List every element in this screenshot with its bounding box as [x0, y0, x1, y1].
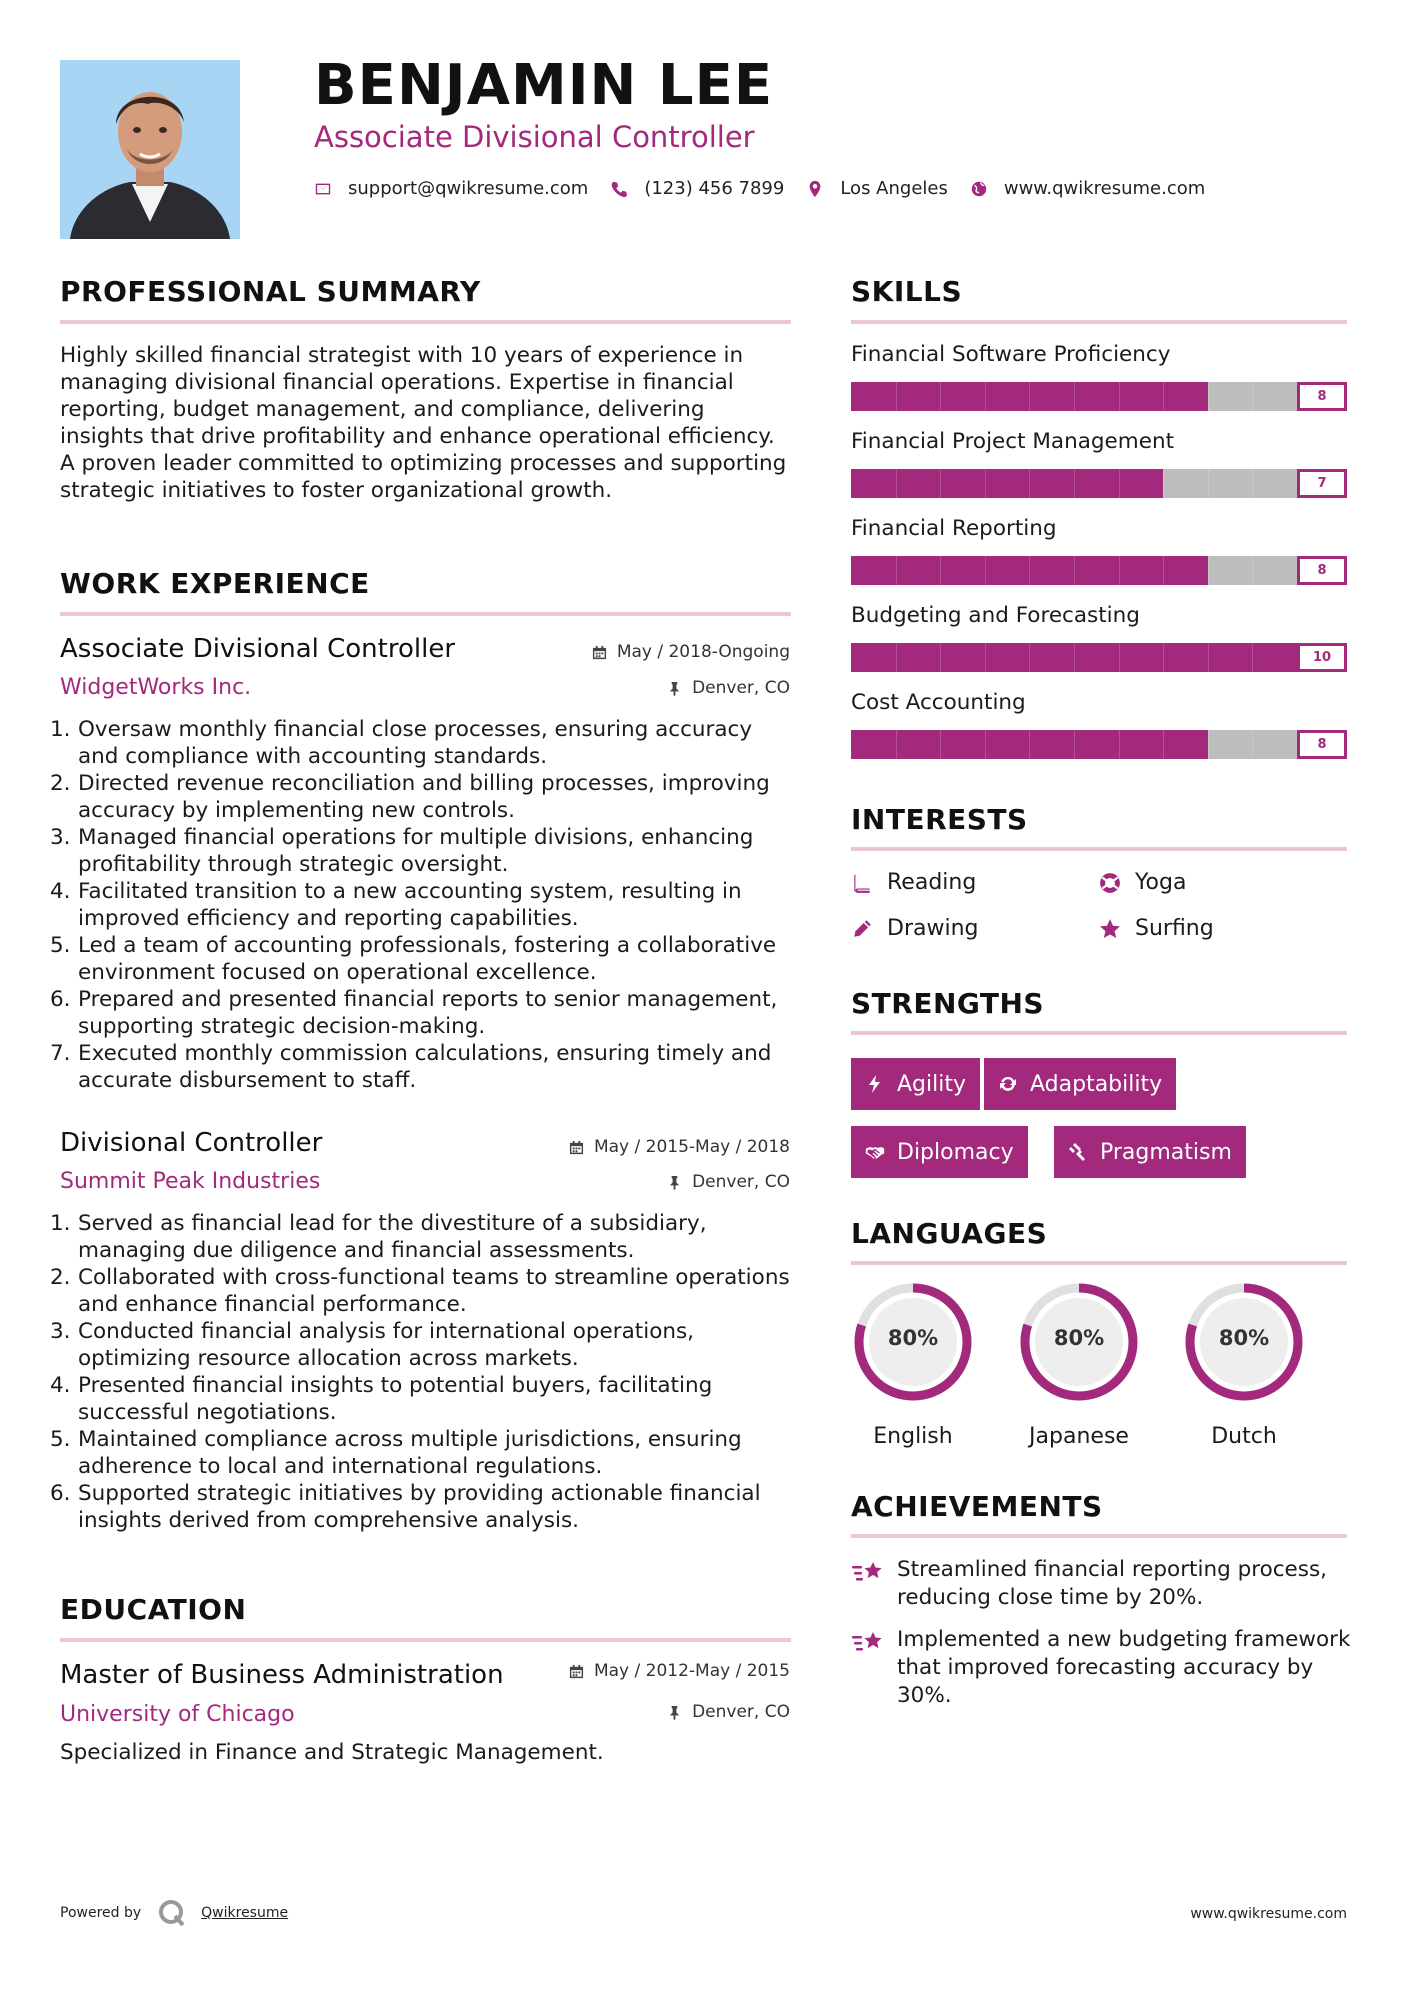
degree-title: Master of Business Administration [60, 1660, 504, 1690]
skill-label: Budgeting and Forecasting [851, 603, 1140, 628]
skill-bar-segment [1119, 730, 1120, 759]
skill-bar-segment [1252, 382, 1253, 411]
language-percent: 80% [1218, 1326, 1270, 1350]
skill-label: Financial Project Management [851, 429, 1175, 454]
skill-bar-segment [940, 382, 941, 411]
job-dates [592, 644, 790, 661]
job-title: Divisional Controller [60, 1128, 323, 1158]
list-item: 2. Collaborated with cross-functional teams to streamline operations and enhance financial performance. [50, 1265, 790, 1317]
education-dates [569, 1663, 790, 1680]
phone-text: (123) 456 7899 [644, 178, 785, 199]
skill-label: Financial Reporting [851, 516, 1057, 541]
job-achievements-list [50, 1210, 795, 1534]
skills-divider [851, 320, 1347, 324]
skill-bar-segment [985, 382, 986, 411]
shooting-star-icon [851, 1558, 885, 1586]
contact-email[interactable] [314, 178, 588, 199]
calendar-icon [592, 645, 607, 660]
skill-bar-segment [1252, 730, 1253, 759]
pushpin-icon [667, 1175, 682, 1190]
pushpin-icon [667, 681, 682, 696]
interest-reading: Reading [851, 870, 976, 895]
star-icon [1099, 918, 1121, 940]
skill-bar-segment [1163, 730, 1164, 759]
skill-bar-segment [896, 643, 897, 672]
strengths-divider [851, 1031, 1347, 1035]
skill-bar-segment [1119, 556, 1120, 585]
skill-bar-segment [1119, 643, 1120, 672]
experience-divider [60, 612, 791, 616]
skill-level-badge: 7 [1297, 469, 1347, 498]
skill-bar-segment [1029, 469, 1030, 498]
language-name: Dutch [1211, 1424, 1277, 1449]
skill-bar-segment [1252, 556, 1253, 585]
skill-bar [851, 469, 1347, 498]
contact-website[interactable] [970, 178, 1205, 199]
skill-bar-segment [1163, 556, 1164, 585]
list-item: 1. Served as financial lead for the divestiture of a subsidiary, managing due diligence and financial assessments. [50, 1211, 707, 1263]
language-percent: 80% [887, 1326, 939, 1350]
calendar-icon [569, 1664, 584, 1679]
website-text: www.qwikresume.com [1003, 178, 1206, 199]
job-location [667, 680, 790, 697]
languages-heading: LANGUAGES [851, 1217, 1048, 1250]
skill-bar-segment [1208, 643, 1209, 672]
list-item: 6. Prepared and presented financial reports to senior management, supporting strategic decision-making. [50, 987, 778, 1039]
education-dates-text: May / 2012-May / 2015 [593, 1661, 790, 1681]
list-item: 5. Led a team of accounting professionals, fostering a collaborative environment focused on operational excellence. [50, 933, 777, 985]
skill-level-badge: 8 [1297, 730, 1347, 759]
gavel-icon [1068, 1142, 1088, 1162]
achievement-item: Implemented a new budgeting framework that improved forecasting accuracy by 30%. [851, 1626, 1361, 1710]
list-item: 1. Oversaw monthly financial close processes, ensuring accuracy and compliance with accounting standards. [50, 717, 753, 769]
education-heading: EDUCATION [60, 1593, 247, 1626]
summary-text: Highly skilled financial strategist with 10 years of experience in managing divisional financial operations. Expertise in financial reporting, budget management, and compliance, delivering insights that drive profitability and enhance operational efficiency. A proven leader committed to optimizing processes and supporting strategic initiatives to foster organizational growth. [60, 343, 787, 503]
interests-divider [851, 847, 1347, 851]
bolt-icon [865, 1074, 885, 1094]
contact-location [806, 178, 948, 199]
job-location [667, 1174, 790, 1191]
skill-bar-segment [1074, 730, 1075, 759]
map-pin-icon [806, 180, 824, 198]
strength-tag-agility: Agility [851, 1058, 980, 1110]
job-company: Summit Peak Industries [60, 1169, 321, 1194]
skill-bar [851, 556, 1347, 585]
skill-bar-segment [985, 469, 986, 498]
skill-bar-segment [896, 556, 897, 585]
skill-label: Financial Software Proficiency [851, 342, 1171, 367]
contact-bar [314, 178, 1227, 199]
phone-icon [610, 180, 628, 198]
skill-bar-segment [1119, 382, 1120, 411]
strengths-heading: STRENGTHS [851, 987, 1045, 1020]
skill-bar-segment [896, 382, 897, 411]
book-icon [851, 872, 873, 894]
language-item [1017, 1280, 1141, 1460]
skill-bar-segment [1029, 643, 1030, 672]
skill-label: Cost Accounting [851, 690, 1026, 715]
achievements-divider [851, 1534, 1347, 1538]
interests-heading: INTERESTS [851, 803, 1028, 836]
footer-powered-by [60, 1898, 288, 1928]
skill-bar-segment [1208, 469, 1209, 498]
skill-bar-segment [1252, 643, 1253, 672]
qwikresume-logo-icon [157, 1898, 187, 1928]
language-item [851, 1280, 975, 1460]
skill-bar-segment [1074, 469, 1075, 498]
calendar-icon [569, 1140, 584, 1155]
summary-divider [60, 320, 791, 324]
lifebuoy-icon [1099, 872, 1121, 894]
languages-divider [851, 1261, 1347, 1265]
interest-drawing: Drawing [851, 916, 978, 941]
achievement-item: Streamlined financial reporting process, reducing close time by 20%. [851, 1556, 1361, 1612]
skill-level-badge: 8 [1297, 556, 1347, 585]
list-item: 4. Facilitated transition to a new accounting system, resulting in improved efficiency and reporting capabilities. [50, 879, 742, 931]
job-location-text: Denver, CO [692, 678, 790, 698]
achievements-heading: ACHIEVEMENTS [851, 1490, 1103, 1523]
education-divider [60, 1638, 791, 1642]
list-item: 2. Directed revenue reconciliation and billing processes, improving accuracy by implementing new controls. [50, 771, 770, 823]
education-detail: Specialized in Finance and Strategic Management. [60, 1740, 604, 1765]
skill-bar-segment [1163, 643, 1164, 672]
skill-bar-segment [1074, 643, 1075, 672]
strength-tag-adaptability: Adaptability [984, 1058, 1176, 1110]
skill-bar-segment [985, 643, 986, 672]
skill-bar-fill [851, 469, 1163, 498]
footer-website[interactable]: www.qwikresume.com [1190, 1906, 1347, 1922]
globe-icon [970, 180, 988, 198]
skill-level-badge: 10 [1297, 643, 1347, 672]
skill-level-badge: 8 [1297, 382, 1347, 411]
list-item: 5. Maintained compliance across multiple jurisdictions, ensuring adherence to local and international regulations. [50, 1427, 742, 1479]
list-item: 6. Supported strategic initiatives by providing actionable financial insights derived from comprehensive analysis. [50, 1481, 761, 1533]
skill-bar-segment [940, 556, 941, 585]
skill-bar-segment [1208, 556, 1209, 585]
skill-bar-segment [985, 730, 986, 759]
skill-bar-segment [1074, 382, 1075, 411]
refresh-icon [998, 1074, 1018, 1094]
job-company: WidgetWorks Inc. [60, 675, 252, 700]
skill-bar-segment [1119, 469, 1120, 498]
skill-bar-segment [1029, 556, 1030, 585]
skill-bar-segment [1208, 382, 1209, 411]
skill-bar-segment [940, 469, 941, 498]
strength-tag-pragmatism: Pragmatism [1054, 1126, 1246, 1178]
language-name: English [873, 1424, 953, 1449]
skill-bar [851, 643, 1347, 672]
location-text: Los Angeles [840, 178, 948, 199]
interest-surfing: Surfing [1099, 916, 1214, 941]
skill-bar [851, 382, 1347, 411]
envelope-icon [314, 180, 332, 198]
education-location [667, 1704, 790, 1721]
profile-photo [60, 60, 240, 239]
candidate-role: Associate Divisional Controller [314, 120, 755, 154]
skill-bar-segment [1163, 382, 1164, 411]
job-dates-text: May / 2015-May / 2018 [593, 1137, 790, 1157]
skill-bar-segment [896, 469, 897, 498]
language-name: Japanese [1029, 1424, 1129, 1449]
skills-heading: SKILLS [851, 275, 963, 308]
language-percent: 80% [1053, 1326, 1105, 1350]
skill-bar-segment [1163, 469, 1164, 498]
brand-link[interactable]: Qwikresume [201, 1905, 289, 1921]
skill-bar [851, 730, 1347, 759]
pushpin-icon [667, 1705, 682, 1720]
shooting-star-icon [851, 1628, 885, 1656]
skill-bar-segment [985, 556, 986, 585]
skill-bar-segment [1029, 382, 1030, 411]
job-achievements-list [50, 716, 795, 1094]
list-item: 4. Presented financial insights to potential buyers, facilitating successful negotiations. [50, 1373, 713, 1425]
skill-bar-segment [1252, 469, 1253, 498]
email-text: support@qwikresume.com [348, 178, 589, 199]
list-item: 3. Managed financial operations for multiple divisions, enhancing profitability through strategic oversight. [50, 825, 754, 877]
summary-heading: PROFESSIONAL SUMMARY [60, 275, 481, 308]
strength-tag-diplomacy: Diplomacy [851, 1126, 1028, 1178]
skill-bar-segment [896, 730, 897, 759]
skill-bar-segment [1074, 556, 1075, 585]
skill-bar-segment [1029, 730, 1030, 759]
candidate-name: BENJAMIN LEE [314, 53, 774, 118]
education-location-text: Denver, CO [692, 1702, 790, 1722]
job-location-text: Denver, CO [692, 1172, 790, 1192]
skill-bar-segment [940, 730, 941, 759]
list-item: 7. Executed monthly commission calculations, ensuring timely and accurate disbursement to staff. [50, 1041, 772, 1093]
job-title: Associate Divisional Controller [60, 634, 456, 664]
language-item [1182, 1280, 1306, 1460]
skill-bar-segment [1208, 730, 1209, 759]
handshake-icon [865, 1142, 885, 1162]
person-portrait-icon [60, 60, 240, 239]
pencil-icon [851, 918, 873, 940]
interest-yoga: Yoga [1099, 870, 1186, 895]
list-item: 3. Conducted financial analysis for international operations, optimizing resource allocation across markets. [50, 1319, 695, 1371]
school-name: University of Chicago [60, 1702, 295, 1727]
powered-by-text: Powered by [60, 1905, 142, 1921]
job-dates-text: May / 2018-Ongoing [616, 642, 790, 662]
experience-heading: WORK EXPERIENCE [60, 567, 370, 600]
contact-phone[interactable] [610, 178, 784, 199]
skill-bar-segment [940, 643, 941, 672]
job-dates [569, 1139, 790, 1156]
